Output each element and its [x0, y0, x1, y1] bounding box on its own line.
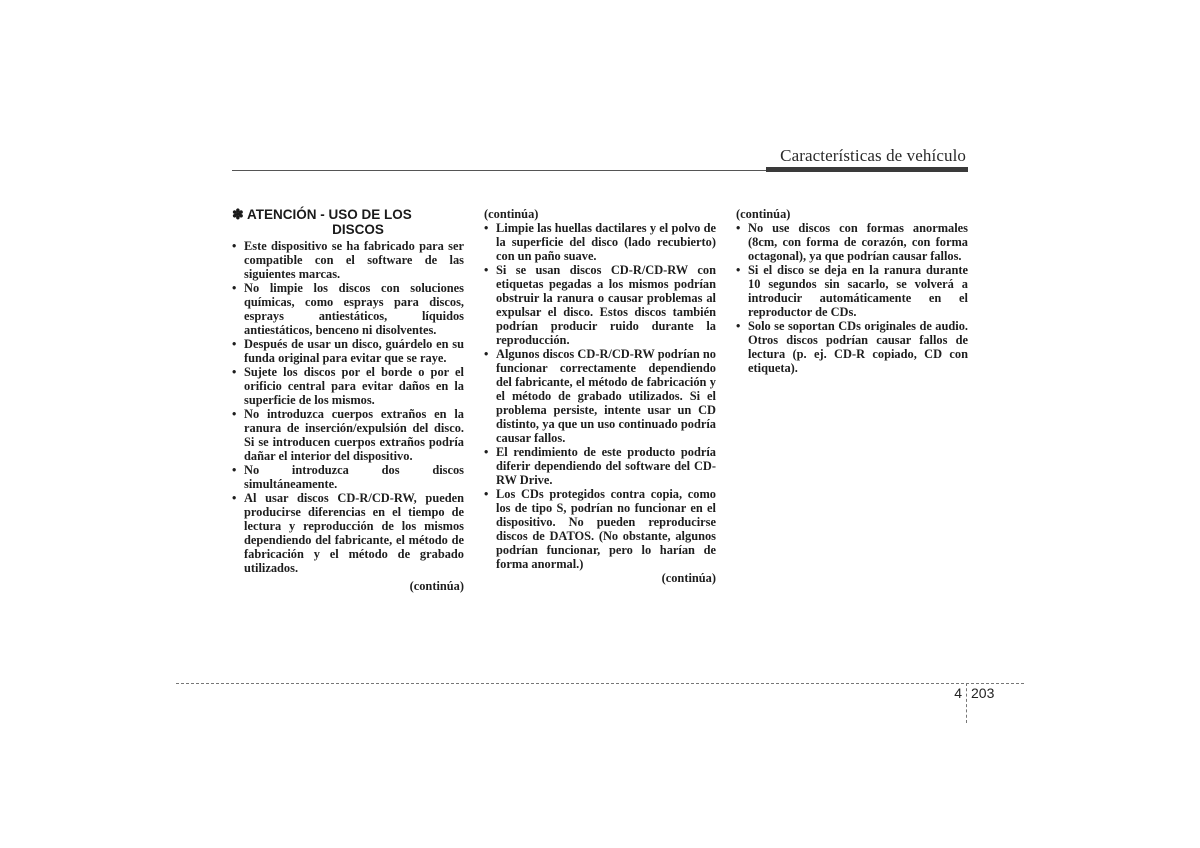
notice-heading [232, 207, 464, 237]
list-item: • Después de usar un disco, guárdelo en su funda original para evitar que se raye. [232, 337, 464, 365]
page-header-title: Características de vehículo [780, 146, 966, 165]
chapter-number: 4 [954, 685, 962, 701]
list-item: • Sujete los discos por el borde o por el orificio central para evitar daños en la superficie de los mismos. [232, 365, 464, 407]
continued-note: (continúa) [661, 571, 716, 585]
list-item: • Si se usan discos CD-R/CD-RW con etiquetas pegadas a los mismos podrían obstruir la ranura o causar problemas al expulsar el disco. Estos discos también podrían producir ruido durante la reproducción. [484, 263, 716, 347]
list-item: • Al usar discos CD-R/CD-RW, pueden producirse diferencias en el tiempo de lectura y reproducción de los mismos dependiendo del fabricante, el método de fabricación y el método de grabado utilizados. [232, 491, 464, 575]
notice-asterisk-icon: ✽ [232, 206, 244, 222]
continued-note: (continúa) [736, 207, 791, 221]
bullet-list [232, 239, 464, 575]
notice-title-line2: DISCOS [332, 222, 384, 237]
list-item: • No limpie los discos con soluciones químicas, como esprays para discos, esprays antiestáticos, líquidos antiestáticos, benceno ni disolventes. [232, 281, 464, 337]
list-item: • Algunos discos CD-R/CD-RW podrían no funcionar correctamente dependiendo del fabricante, el método de fabricación y el método de grabado utilizados. Si el problema persiste, intente usar un CD distinto, ya que un uso continuado podría causar fallos. [484, 347, 716, 445]
list-item: • No introduzca cuerpos extraños en la ranura de inserción/expulsión del disco. Si se introducen cuerpos extraños podría dañar el interior del dispositivo. [232, 407, 464, 463]
list-item: • Si el disco se deja en la ranura durante 10 segundos sin sacarlo, se volverá a introducir automáticamente en el reproductor de CDs. [736, 263, 968, 319]
text-column-1 [232, 207, 464, 593]
bullet-list [484, 221, 716, 571]
list-item: • Este dispositivo se ha fabricado para ser compatible con el software de las siguientes marcas. [232, 239, 464, 281]
page-number: 203 [971, 685, 995, 701]
footer-divider [966, 683, 967, 723]
text-column-2 [484, 207, 716, 585]
list-item: • Limpie las huellas dactilares y el polvo de la superficie del disco (lado recubierto) con un paño suave. [484, 221, 716, 263]
bullet-list [736, 221, 968, 375]
list-item: • El rendimiento de este producto podría diferir dependiendo del software del CD-RW Drive. [484, 445, 716, 487]
text-column-3 [736, 207, 968, 375]
continued-note: (continúa) [484, 207, 539, 221]
footer-rule [176, 683, 1024, 684]
list-item: • Solo se soportan CDs originales de audio. Otros discos podrían causar fallos de lectura (p. ej. CD-R copiado, CD con etiqueta). [736, 319, 968, 375]
list-item: • No use discos con formas anormales (8cm, con forma de corazón, con forma octagonal), ya que podrían causar fallos. [736, 221, 968, 263]
continued-note: (continúa) [409, 579, 464, 593]
header-accent-bar [766, 167, 968, 172]
notice-title-line1: ATENCIÓN - USO DE LOS [246, 207, 412, 222]
list-item: • No introduzca dos discos simultáneamente. [232, 463, 464, 491]
list-item: • Los CDs protegidos contra copia, como los de tipo S, podrían no funcionar en el dispositivo. No pueden reproducirse discos de DATOS. (No obstante, algunos podrían funcionar, pero lo harían de forma anormal.) [484, 487, 716, 571]
